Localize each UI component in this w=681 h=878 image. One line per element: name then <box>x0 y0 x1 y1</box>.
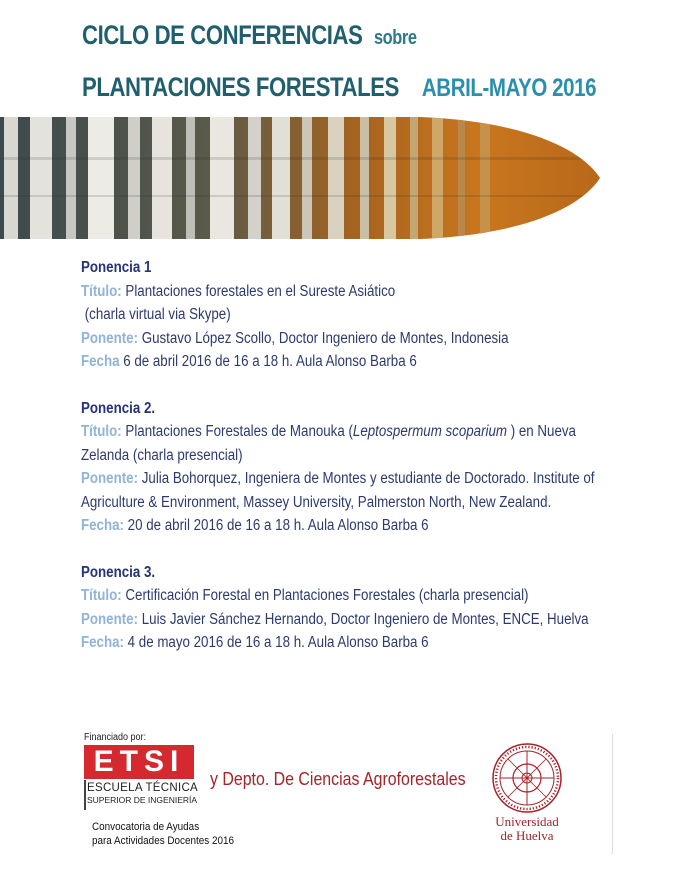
talk-title-row <box>81 280 563 304</box>
date-label: Fecha <box>81 353 120 370</box>
talk-title: Certificación Forestal en Plantaciones Forestales (charla presencial) <box>125 587 529 604</box>
etsi-logo <box>84 745 199 815</box>
talk-speaker: Julia Bohorquez, Ingeniera de Montes y estudiante de Doctorado. Institute of Agriculture & Environment, Massey University, Palmerston North, New Zealand. <box>81 470 595 511</box>
etsi-wordmark: ETSI <box>84 745 194 779</box>
talk-heading: Ponencia 2. <box>81 399 156 417</box>
title-line-2 <box>82 72 596 103</box>
call-line-1: Convocatoria de Ayudas <box>92 821 200 833</box>
title-label: Título: <box>81 282 122 300</box>
talk-date-row <box>81 350 563 374</box>
date-label: Fecha: <box>81 517 124 534</box>
talks-list <box>81 256 641 678</box>
talk-speaker-row <box>81 327 563 351</box>
department-text: y Depto. De Ciencias Agroforestales <box>210 768 466 789</box>
speaker-label: Ponente: <box>81 470 139 487</box>
talk-title-row <box>81 420 614 467</box>
etsi-subtitle-1: ESCUELA TÉCNICA <box>87 782 199 794</box>
title-sobre: sobre <box>373 27 417 49</box>
talk-speaker-row <box>81 608 614 632</box>
title-label: Título: <box>81 423 122 440</box>
talk-2 <box>81 397 641 538</box>
univ-line-2: de Huelva <box>500 828 554 843</box>
etsi-subtitle-2: SUPERIOR DE INGENIERÍA <box>87 795 198 805</box>
talk-1 <box>81 256 641 374</box>
speaker-label: Ponente: <box>81 329 139 347</box>
birch-forest-banner <box>0 117 600 239</box>
talk-title-species: Leptospermum scoparium <box>352 423 508 440</box>
date-range: ABRIL-MAYO 2016 <box>421 74 597 102</box>
talk-speaker-row <box>81 467 614 514</box>
call-line-2: para Actividades Docentes 2016 <box>92 835 235 847</box>
talk-title-pre: Plantaciones Forestales de Manouka ( <box>125 423 353 440</box>
talk-date-row <box>81 514 563 538</box>
talk-speaker: Luis Javier Sánchez Hernando, Doctor Ingeniero de Montes, ENCE, Huelva <box>141 610 589 628</box>
talk-heading: Ponencia 1 <box>81 259 152 276</box>
talk-date-row <box>81 631 563 655</box>
title-line-1 <box>82 20 417 51</box>
title-label: Título: <box>81 587 122 604</box>
talk-date: 20 de abril 2016 de 16 a 18 h. Aula Alonso Barba 6 <box>127 517 429 534</box>
etsi-divider <box>84 780 86 810</box>
talk-note: (charla virtual via Skype) <box>84 306 231 323</box>
university-name <box>486 815 568 843</box>
talk-title-post: ) en Nueva Zelanda (charla presencial) <box>81 423 576 464</box>
speaker-label: Ponente: <box>81 610 139 628</box>
title-main-1: CICLO DE CONFERENCIAS <box>82 20 363 50</box>
university-seal-icon <box>486 741 568 815</box>
footer-divider <box>612 734 613 854</box>
title-main-2: PLANTACIONES FORESTALES <box>82 72 399 102</box>
talk-heading: Ponencia 3. <box>81 563 156 581</box>
funding-call <box>92 820 234 848</box>
univ-line-1: Universidad <box>495 814 559 829</box>
talk-date: 4 de mayo 2016 de 16 a 18 h. Aula Alonso Barba 6 <box>127 634 429 651</box>
talk-title-row <box>81 584 563 608</box>
talk-title-note <box>81 303 563 327</box>
talk-speaker: Gustavo López Scollo, Doctor Ingeniero de Montes, Indonesia <box>141 329 509 347</box>
talk-3 <box>81 561 641 655</box>
talk-date: 6 de abril 2016 de 16 a 18 h. Aula Alonso Barba 6 <box>123 353 417 370</box>
talk-title: Plantaciones forestales en el Sureste Asiático <box>125 282 396 300</box>
funded-by-label: Financiado por: <box>84 732 147 743</box>
date-label: Fecha: <box>81 634 124 651</box>
